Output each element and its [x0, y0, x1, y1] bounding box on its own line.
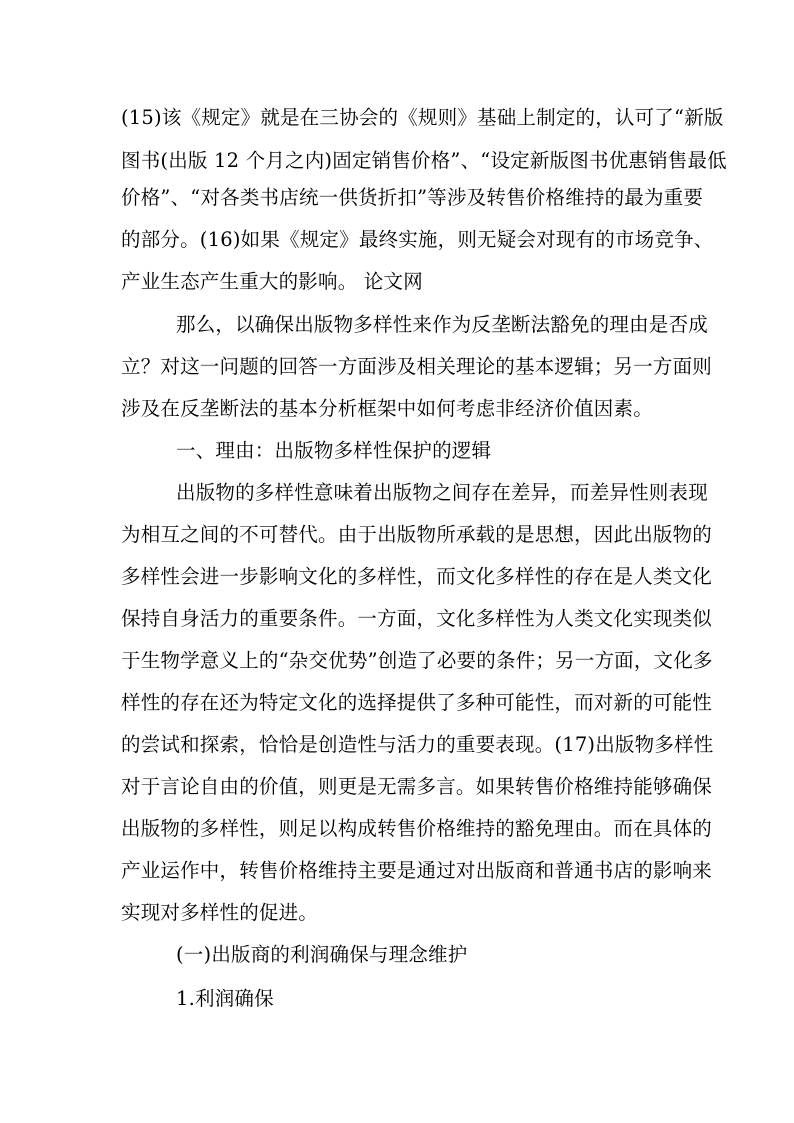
- paragraph-3-line-8: 对于言论自由的价值，则更是无需多言。如果转售价格维持能够确保: [121, 775, 713, 798]
- paragraph-2-line-2: 立？对这一问题的回答一方面涉及相关理论的基本逻辑；另一方面则: [121, 355, 713, 378]
- section-heading: 一、理由：出版物多样性保护的逻辑: [176, 439, 492, 462]
- subsection-heading: (一)出版商的利润确保与理念维护: [176, 943, 468, 966]
- paragraph-1-line-2: 图书(出版 12 个月之内)固定销售价格”、“设定新版图书优惠销售最低: [121, 149, 727, 172]
- paragraph-3-line-9: 出版物的多样性，则足以构成转售价格维持的豁免理由。而在具体的: [121, 817, 713, 840]
- paragraph-3-line-1: 出版物的多样性意味着出版物之间存在差异，而差异性则表现: [176, 481, 708, 504]
- paragraph-3-line-6: 样性的存在还为特定文化的选择提供了多种可能性，而对新的可能性: [121, 691, 713, 714]
- paragraph-1-line-5: 产业生态产生重大的影响。 论文网: [121, 270, 423, 293]
- paragraph-1-line-1: (15)该《规定》就是在三协会的《规则》基础上制定的，认可了“新版: [121, 106, 724, 129]
- paragraph-3-line-4: 保持自身活力的重要条件。一方面，文化多样性为人类文化实现类似: [121, 607, 713, 630]
- paragraph-3-line-3: 多样性会进一步影响文化的多样性，而文化多样性的存在是人类文化: [121, 565, 713, 588]
- paragraph-3-line-5: 于生物学意义上的“杂交优势”创造了必要的条件；另一方面，文化多: [121, 649, 713, 672]
- paragraph-3-line-2: 为相互之间的不可替代。由于出版物所承载的是思想，因此出版物的: [121, 523, 713, 546]
- paragraph-3-line-7: 的尝试和探索，恰恰是创造性与活力的重要表现。(17)出版物多样性: [121, 733, 714, 756]
- subsubsection-heading: 1.利润确保: [176, 987, 274, 1010]
- paragraph-3-line-10: 产业运作中，转售价格维持主要是通过对出版商和普通书店的影响来: [121, 859, 713, 882]
- paragraph-2-line-3: 涉及在反垄断法的基本分析框架中如何考虑非经济价值因素。: [121, 397, 653, 420]
- paragraph-2-line-1: 那么，以确保出版物多样性来作为反垄断法豁免的理由是否成: [176, 313, 708, 336]
- paragraph-1-line-4: 的部分。(16)如果《规定》最终实施，则无疑会对现有的市场竞争、: [121, 228, 714, 251]
- paragraph-1-line-3: 价格”、“对各类书店统一供货折扣”等涉及转售价格维持的最为重要: [121, 186, 704, 209]
- paragraph-3-line-11: 实现对多样性的促进。: [121, 901, 319, 924]
